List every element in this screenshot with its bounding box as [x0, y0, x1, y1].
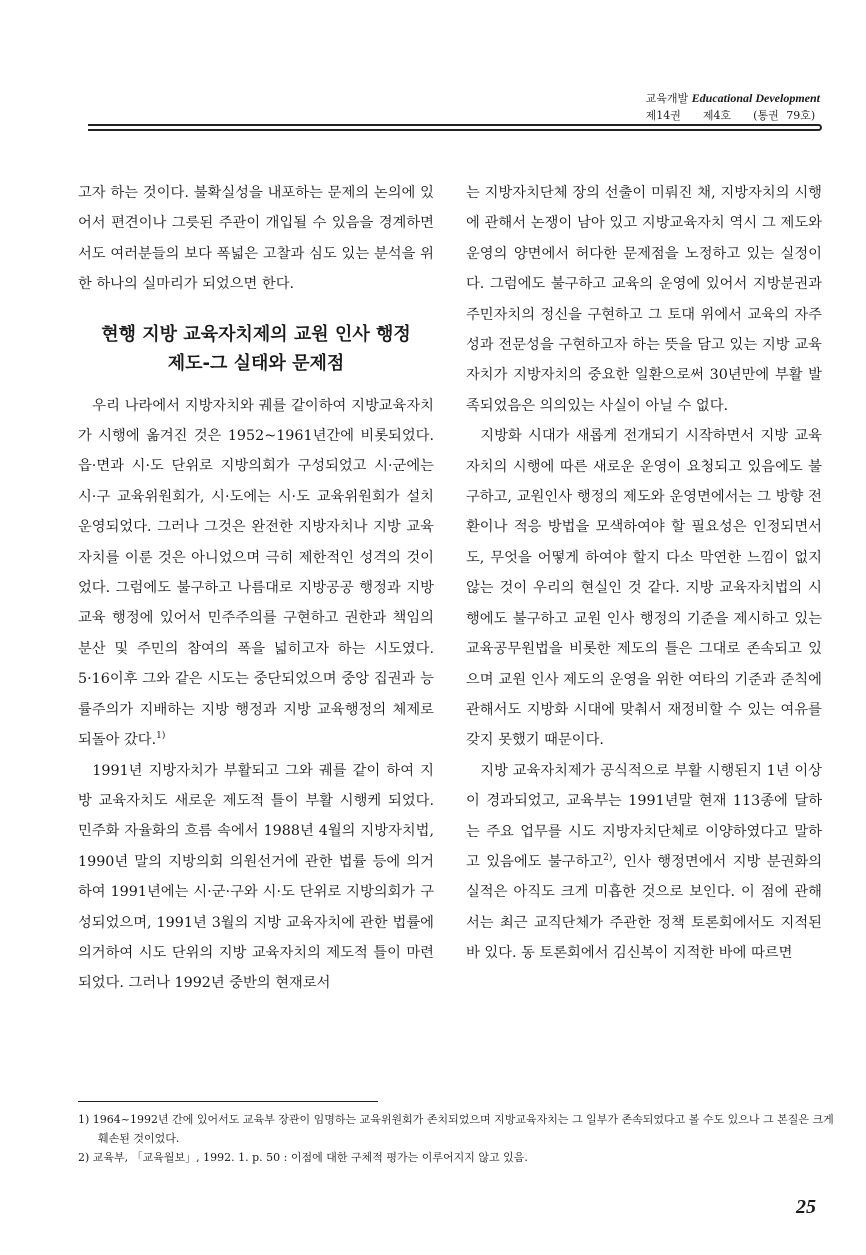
- paragraph: [466, 756, 822, 969]
- issue-info: [646, 107, 820, 124]
- journal-title-ko: 교육개발: [645, 92, 689, 105]
- paragraph-text: 우리 나라에서 지방자치와 궤를 같이하여 지방교육자치가 시행에 옮겨진 것은 1952~1961년간에 비롯되었다. 읍·면과 시·도 단위로 지방의회가 구성되었고 시·군에는 시·구 교육위원회가, 시·도에는 시·도 교육위원회가 설치 운영되었다. 그러나 그것은 완전한 지방자치나 지방 교육자치를 이룬 것은 아니었으며 극히 제한적인 성격의 것이었다. 그럼에도 불구하고 나름대로 지방공공 행정과 지방 교육 행정에 있어서 민주주의를 구현하고 권한과 책임의 분산 및 주민의 참여의 폭을 넓히고자 하는 시도였다. 5·16이후 그와 같은 시도는 중단되었으며 중앙 집권과 능률주의가 지배하는 지방 행정과 지방 교육행정의 체제로 되돌아 갔다.: [78, 397, 434, 749]
- header-rule: [88, 124, 822, 131]
- footnotes: [78, 1110, 838, 1167]
- paragraph-text: , 인사 행정면에서 지방 분권화의 실적은 아직도 크게 미흡한 것으로 보인다. 이 점에 관해서는 최근 교직단체가 주관한 정책 토론회에서도 지적된 바 있다. 동 토론회에서 김신복이 지적한 바에 따르면: [466, 853, 823, 962]
- paragraph: 는 지방자치단체 장의 선출이 미뤄진 채, 지방자치의 시행에 관해서 논쟁이 남아 있고 지방교육자치 역시 그 제도와 운영의 양면에서 허다한 문제점을 노정하고 있는 실정이다. 그럼에도 불구하고 교육의 운영에 있어서 지방분권과 주민자치의 정신을 구현하고 그 토대 위에서 교육의 자주성과 전문성을 구현하고자 하는 뜻을 담고 있는 지방 교육자치가 지방자치의 중요한 일환으로써 30년만에 부활 발족되었음은 의의있는 사실이 아닐 수 없다.: [466, 185, 822, 414]
- section-heading: [78, 320, 434, 378]
- page-number: 25: [796, 1196, 816, 1218]
- footnote-ref: 2): [603, 853, 613, 864]
- footnote-2: 2) 교육부, 「교육월보」, 1992. 1. p. 50 : 이점에 대한 구체적 평가는 이루어지지 않고 있음.: [78, 1151, 528, 1164]
- issue-label: 제4호: [702, 109, 732, 122]
- footnote-rule: [78, 1101, 378, 1102]
- paragraph: 고자 하는 것이다. 불확실성을 내포하는 문제의 논의에 있어서 편견이나 그릇된 주관이 개입될 수 있음을 경계하면서도 여러분들의 보다 폭넓은 고찰과 심도 있는 분석을 위한 하나의 실마리가 되었으면 한다.: [78, 185, 434, 293]
- left-column: [78, 178, 434, 999]
- paragraph: 지방화 시대가 새롭게 전개되기 시작하면서 지방 교육 자치의 시행에 따른 새로운 운영이 요청되고 있음에도 불구하고, 교원인사 행정의 제도와 운영면에서는 그 방향 전환이나 적응 방법을 모색하여야 할 필요성은 인정되면서도, 무엇을 어떻게 하여야 할지 다소 막연한 느낌이 없지 않는 것이 우리의 현실인 것 같다. 지방 교육자치법의 시행에도 불구하고 교원 인사 행정의 기준을 제시하고 있는 교육공무원법을 비롯한 제도의 틀은 그대로 존속되고 있으며 교원 인사 제도의 운영을 위한 여타의 기준과 준칙에 관해서도 지방화 시대에 맞춰서 재정비할 수 있는 여유를 갖지 못했기 때문이다.: [466, 428, 822, 749]
- section-heading-line2: 제도-그 실태와 문제점: [167, 352, 345, 374]
- journal-title: [646, 90, 820, 107]
- right-column: [466, 178, 822, 969]
- footnote-1: 1) 1964~1992년 간에 있어서도 교육부 장관이 임명하는 교육위원회가 존치되었으며 지방교육자치는 그 일부가 존속되었다고 볼 수도 있으나 그 본질은 크게 훼손된 것이었다.: [78, 1113, 834, 1145]
- running-header: [646, 90, 820, 124]
- paragraph-text: 지방 교육자치제가 공식적으로 부활 시행된지 1년 이상이 경과되었고, 교육부는 1991년말 현재 113종에 달하는 주요 업무를 시도 지방자치단체로 이양하였다고 말하고 있음에도 불구하고: [466, 762, 822, 870]
- paragraph: [78, 391, 434, 756]
- journal-title-en: Educational Development: [691, 91, 820, 105]
- footnote-ref: 1): [156, 731, 166, 742]
- volume-label: 제14권: [645, 109, 681, 122]
- total-issue-label: (통권 79호): [753, 109, 816, 122]
- section-heading-line1: 현행 지방 교육자치제의 교원 인사 행정: [101, 323, 411, 345]
- paragraph: 1991년 지방자치가 부활되고 그와 궤를 같이 하여 지방 교육자치도 새로운 제도적 틀이 부활 시행케 되었다. 민주화 자율화의 흐름 속에서 1988년 4월의 지방자치법, 1990년 말의 지방의회 의원선거에 관한 법률 등에 의거하여 1991년에는 시·군·구와 시·도 단위로 지방의회가 구성되었으며, 1991년 3월의 지방 교육자치에 관한 법률에 의거하여 시도 단위의 지방 교육자치의 제도적 틀이 마련되었다. 그러나 1992년 중반의 현재로서: [78, 762, 434, 992]
